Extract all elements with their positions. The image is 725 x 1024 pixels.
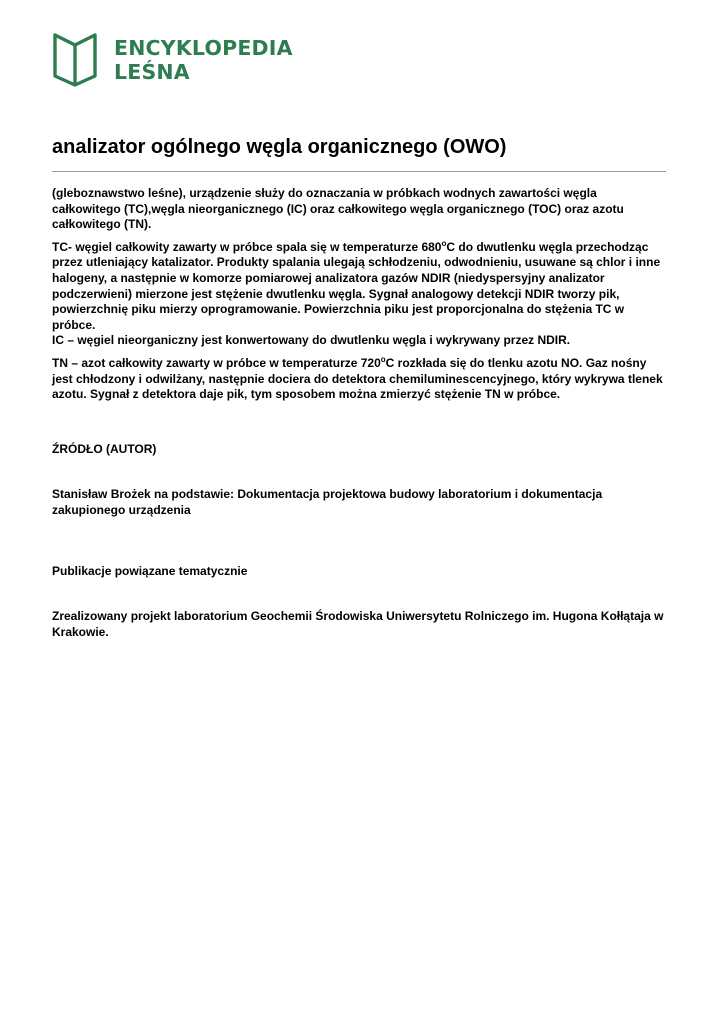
site-logo[interactable] (52, 32, 293, 87)
tn-paragraph (52, 356, 666, 403)
tc-degree-mark: o (441, 238, 447, 248)
tc-text-end: C do dwutlenku węgla przechodząc przez utleniający katalizator. Produkty spalania ulegają schłodzeniu, odwodnieniu, usuwane są chlor i inne halogeny, a następnie w komorze pomiarowej analizatora gazów NDIR (niedyspersyjny analizator podczerwieni) mierzone jest stężenie dwutlenku węgla. Sygnał analogowy detekcji NDIR tworzy pik, powierzchnię piku mierzy oprogramowanie. Powierzchnia piku jest proporcjonalna do stężenia TC w próbce. (52, 239, 661, 332)
tn-text-start: TN – azot całkowity zawarty w próbce w temperaturze 720 (52, 355, 381, 370)
article-body (52, 186, 666, 403)
tc-text-start: TC- węgiel całkowity zawarty w próbce spala się w temperaturze 680 (52, 239, 442, 254)
ic-paragraph: IC – węgiel nieorganiczny jest konwertowany do dwutlenku węgla i wykrywany przez NDIR. (52, 333, 571, 348)
tn-text-end: C rozkłada się do tlenku azotu NO. Gaz nośny jest chłodzony i odwilżany, następnie dociera do detektora chemiluminescencyjnego, który wykrywa tlenek azotu. Sygnał z detektora daje pik, tym sposobem można zmierzyć stężenie TN w próbce. (52, 355, 663, 402)
related-publications-heading: Publikacje powiązane tematycznie (52, 564, 248, 578)
related-publication-item: Zrealizowany projekt laboratorium Geochemii Środowiska Uniwersytetu Rolniczego im. Hugona Kołłątaja w Krakowie. (52, 609, 664, 639)
tc-paragraph (52, 240, 666, 334)
logo-line-2: LEŚNA (114, 59, 190, 84)
logo-line-1: ENCYKLOPEDIA (114, 35, 293, 60)
intro-paragraph: (gleboznawstwo leśne), urządzenie służy do oznaczania w próbkach wodnych zawartości węgla całkowitego (TC),węgla nieorganicznego (IC) oraz całkowitego węgla organicznego (TOC) oraz azotu całkowitego (TN). (52, 186, 624, 232)
tn-degree-mark: o (380, 354, 386, 364)
source-heading: ŹRÓDŁO (AUTOR) (52, 442, 157, 456)
open-book-icon (52, 32, 98, 87)
title-divider (52, 171, 666, 172)
source-text: Stanisław Brożek na podstawie: Dokumentacja projektowa budowy laboratorium i dokumentacja zakupionego urządzenia (52, 487, 603, 517)
logo-wordmark (114, 36, 293, 84)
page-title: analizator ogólnego węgla organicznego (OWO) (52, 136, 507, 158)
